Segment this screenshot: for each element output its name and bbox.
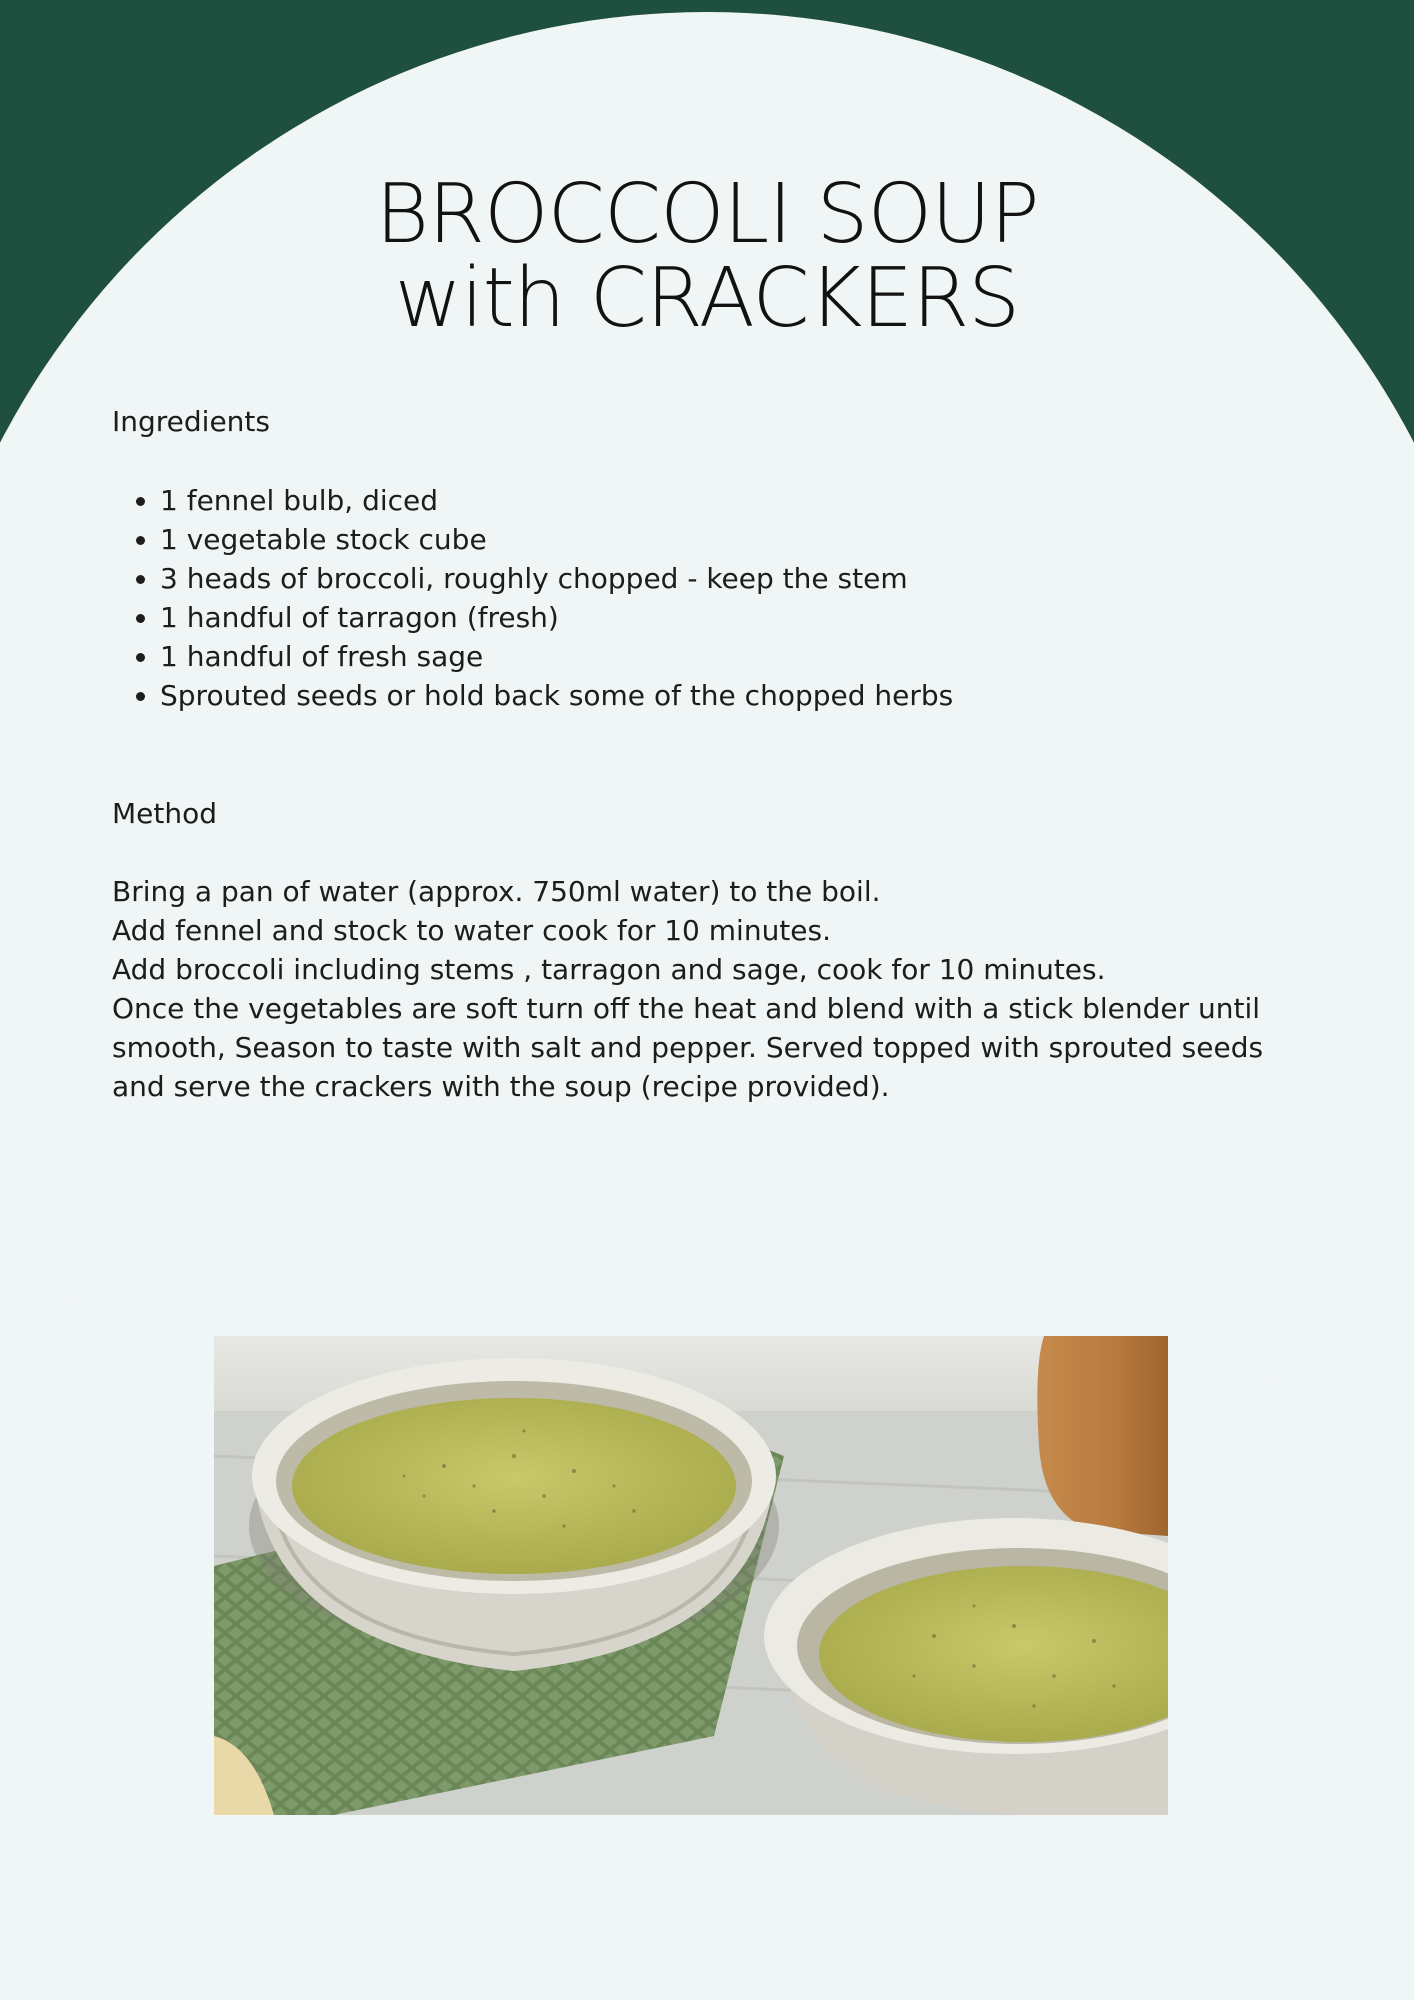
- ingredient-item: • 1 handful of fresh sage: [160, 637, 1312, 676]
- method-step: Bring a pan of water (approx. 750ml water) to the boil.: [112, 875, 881, 908]
- method-step: Add broccoli including stems , tarragon and sage, cook for 10 minutes.: [112, 953, 1106, 986]
- ingredient-item: • 1 vegetable stock cube: [160, 520, 1312, 559]
- soup-photo: [214, 1336, 1168, 1815]
- ingredients-list: [112, 481, 1312, 715]
- ingredient-item: • 3 heads of broccoli, roughly chopped - keep the stem: [160, 559, 1312, 598]
- ingredients-heading: Ingredients: [112, 405, 270, 438]
- method-step: Once the vegetables are soft turn off the heat and blend with a stick blender until smooth, Season to taste with salt and pepper. Served topped with sprouted seeds and serve the crackers with the soup (recipe provided).: [112, 992, 1264, 1103]
- ingredient-item: • Sprouted seeds or hold back some of the chopped herbs: [160, 676, 1312, 715]
- recipe-title: [0, 166, 1414, 346]
- soup-bowls-illustration: [214, 1336, 1168, 1815]
- ingredient-item: • 1 fennel bulb, diced: [160, 481, 1312, 520]
- recipe-title-line-2: with CRACKERS: [394, 250, 1020, 346]
- recipe-content: [112, 402, 1312, 1106]
- method-step: Add fennel and stock to water cook for 10 minutes.: [112, 914, 832, 947]
- method-text: [112, 872, 1312, 1106]
- method-heading: Method: [112, 797, 218, 830]
- recipe-title-line-1: BROCCOLI SOUP: [375, 166, 1039, 262]
- ingredient-item: • 1 handful of tarragon (fresh): [160, 598, 1312, 637]
